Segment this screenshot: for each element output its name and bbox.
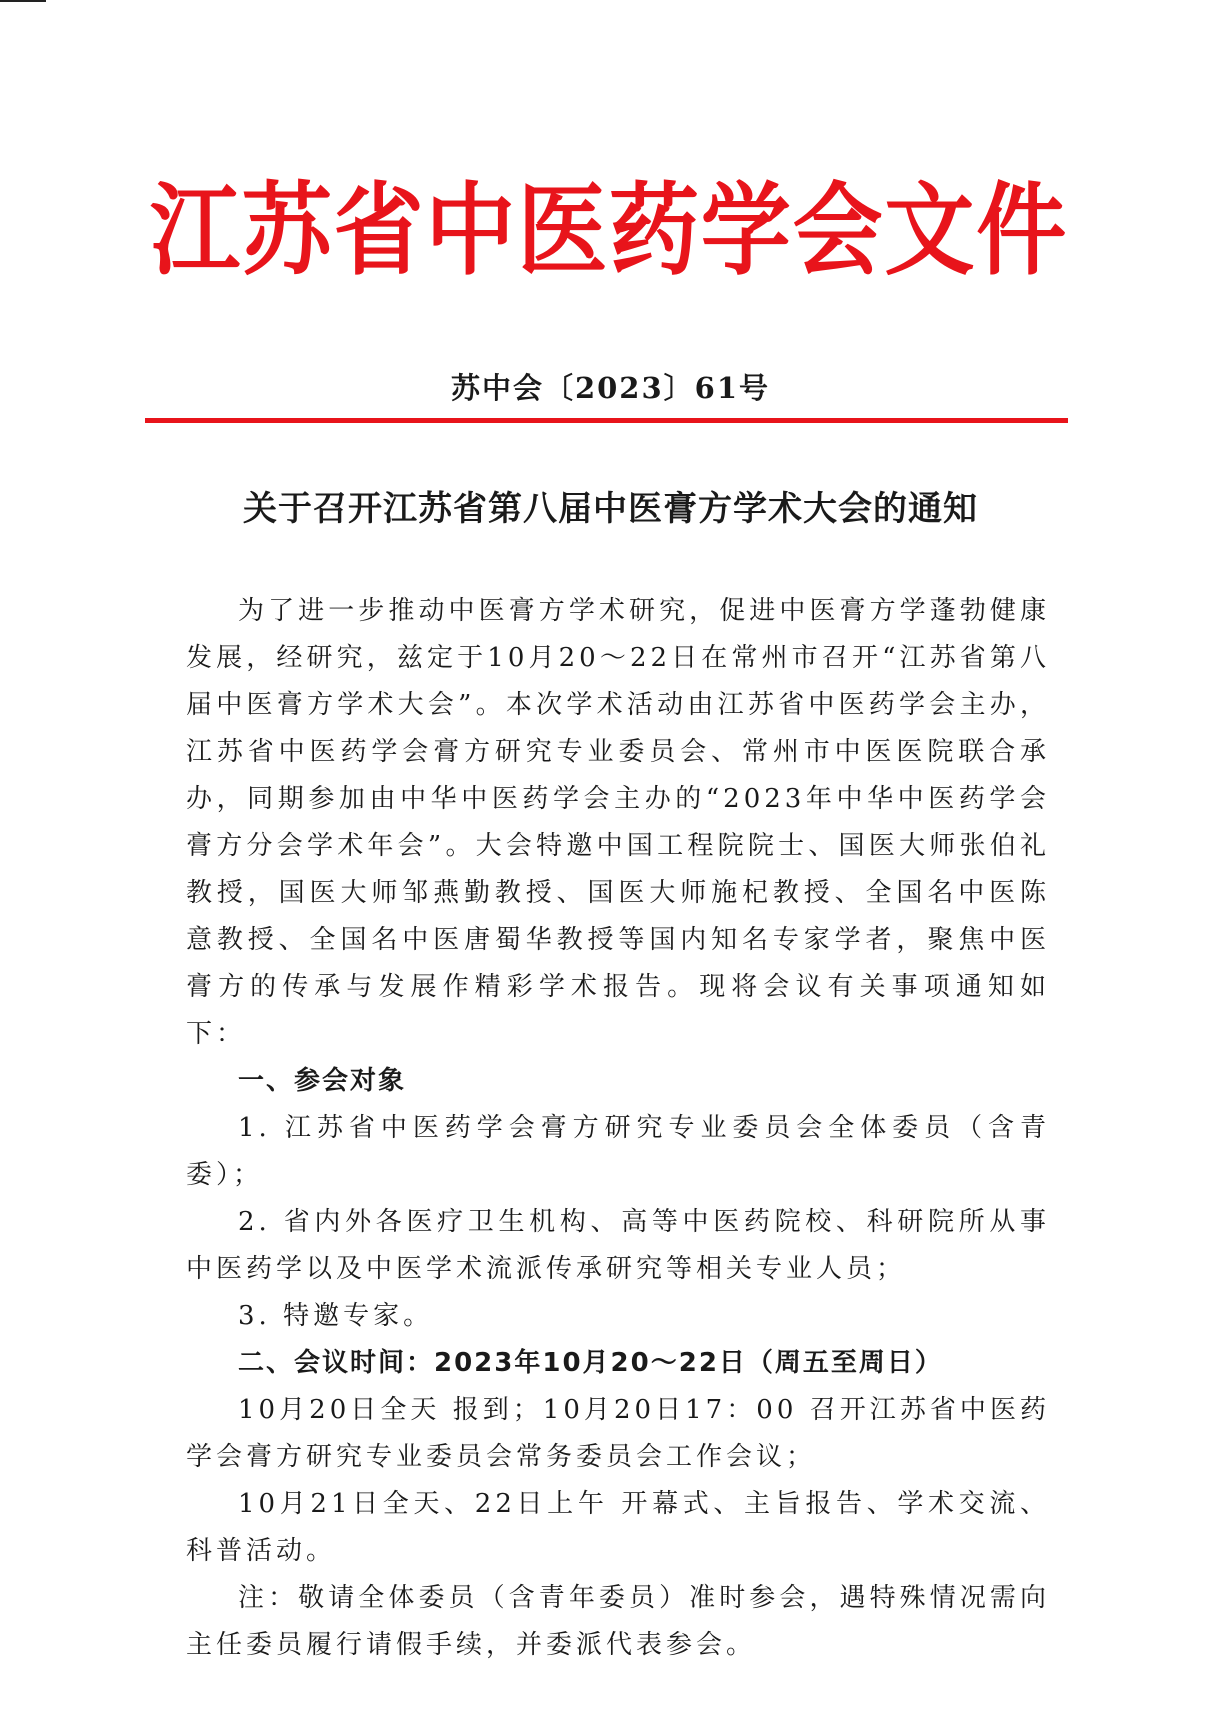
schedule-day-1-end: ；	[786, 1442, 817, 1472]
scan-corner-mark	[0, 0, 46, 2]
intro-paragraph: 为了进一步推动中医膏方学术研究，促进中医膏方学蓬勃健康发展，经研究，兹定于10月20～22日在常州市召开“江苏省第八届中医膏方学术大会”。本次学术活动由江苏省中医药学会主办，江苏省中医药学会膏方研究专业委员会、常州市中医医院联合承办，同期参加由中华中医药学会主办的“2023年中华中医药学会膏方分会学术年会”。大会特邀中国工程院院士、国医大师张伯礼教授，国医大师邹燕勤教授、国医大师施杞教授、全国名中医陈意教授、全国名中医唐蜀华教授等国内知名专家学者，聚焦中医膏方的传承与发展作精彩学术报告。现将会议有关事项通知如下：	[186, 596, 1050, 1049]
section-heading-attendees: 一、参会对象	[238, 1066, 407, 1096]
schedule-day-1-text: 10月20日全天 报到；10月20日17：00 召开江苏省中医药学会膏方研究专业委员会	[186, 1395, 1050, 1472]
attendee-item-1: 1. 江苏省中医药学会膏方研究专业委员会全体委员（含青委）；	[186, 1113, 1050, 1190]
schedule-day-2: 10月21日全天、22日上午 开幕式、主旨报告、学术交流、科普活动。	[186, 1489, 1050, 1566]
attendee-item-2: 2. 省内外各医疗卫生机构、高等中医药院校、科研院所从事中医药学以及中医学术流派传承研究等相关专业人员；	[186, 1207, 1050, 1284]
attendee-item-3: 3. 特邀专家。	[238, 1301, 434, 1331]
section-heading-meeting-time: 二、会议时间：2023年10月20～22日（周五至周日）	[238, 1348, 943, 1378]
document-header-title: 江苏省中医药学会文件	[150, 171, 1068, 289]
document-body	[186, 588, 1050, 1669]
document-title: 关于召开江苏省第八届中医膏方学术大会的通知	[243, 489, 978, 529]
attendance-note: 注：敬请全体委员（含青年委员）准时参会，遇特殊情况需向主任委员履行请假手续，并委派代表参会。	[186, 1583, 1050, 1660]
header-red-rule	[145, 418, 1068, 423]
schedule-day-1	[186, 1387, 1050, 1481]
document-number: 苏中会〔2023〕61号	[450, 371, 771, 405]
schedule-day-1-meeting: 常务委员会工作会议	[516, 1442, 787, 1472]
